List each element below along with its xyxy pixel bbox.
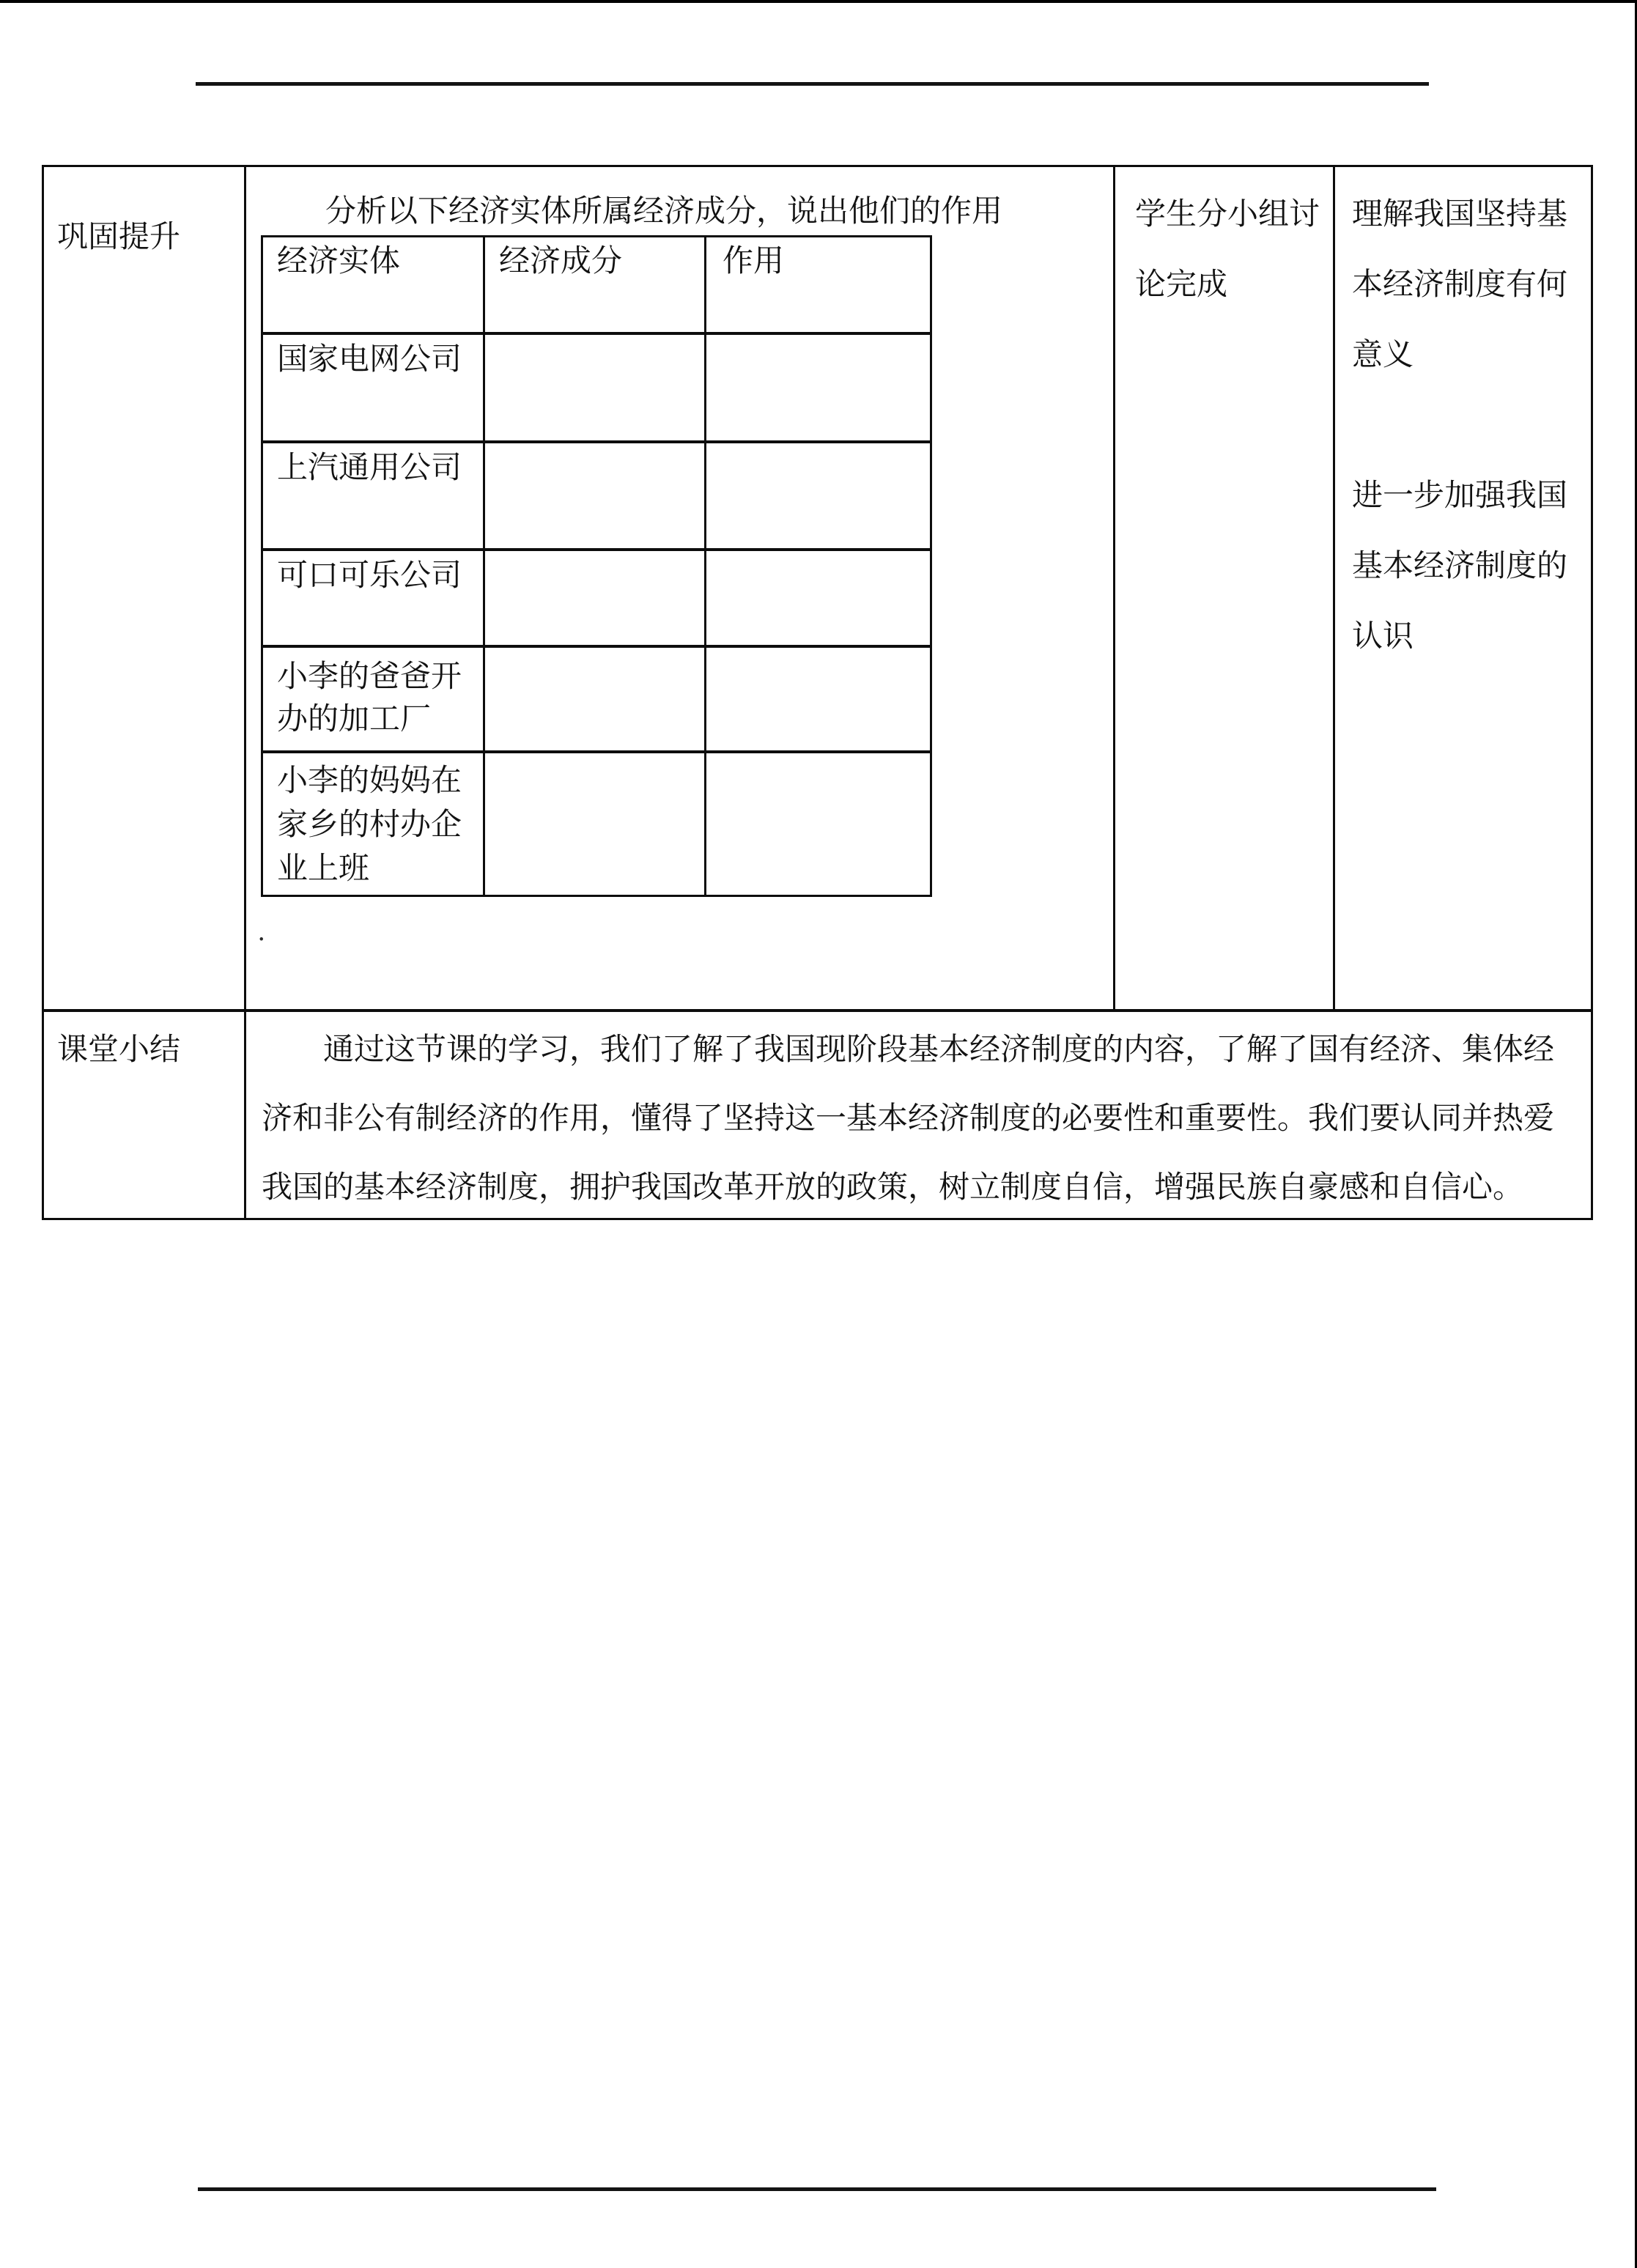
method-text: 论完成 — [1135, 268, 1228, 302]
column-header-text: 经济成分 — [499, 245, 623, 278]
lesson-table-divider-row — [44, 1009, 1591, 1012]
worksheet-header-role — [723, 240, 784, 283]
summary-line: 济和非公有制经济的作用，懂得了坚持这一基本经济制度的必要性和重要性。我们要认同并热爱 — [262, 1102, 1555, 1136]
worksheet-row-entity-3 — [277, 555, 462, 597]
lesson-table-divider-col2 — [1113, 167, 1115, 1011]
footer-rule — [198, 2187, 1436, 2191]
method-cell — [1135, 180, 1320, 320]
entity-text: 小李的妈妈在 — [277, 764, 462, 798]
objective-text: 本经济制度有何 — [1352, 268, 1568, 302]
entity-text: 业上班 — [277, 852, 370, 886]
row-label-text: 课堂小结 — [57, 1033, 181, 1067]
entity-text: 小李的爸爸开 — [277, 660, 462, 694]
lesson-table-divider-col1 — [244, 167, 246, 1218]
summary-line: 通过这节课的学习，我们了解了我国现阶段基本经济制度的内容，了解了国有经济、集体经 — [323, 1033, 1555, 1067]
objective-text: 理解我国坚持基 — [1352, 198, 1568, 232]
objective-text: 基本经济制度的 — [1352, 550, 1568, 583]
objective-cell — [1352, 180, 1567, 672]
lesson-table-divider-col3 — [1333, 167, 1335, 1011]
column-header-text: 作用 — [723, 245, 785, 278]
worksheet-divider-row4 — [263, 750, 930, 753]
activity-prompt-text: 分析以下经济实体所属经济成分，说出他们的作用 — [325, 195, 1003, 229]
row-label-consolidation — [57, 202, 180, 273]
worksheet-row-entity-1 — [277, 339, 462, 381]
stray-period-mark: . — [258, 916, 265, 947]
summary-paragraph — [262, 1016, 1554, 1222]
entity-text: 上汽通用公司 — [277, 451, 462, 485]
entity-text: 家乡的村办企 — [277, 808, 462, 842]
worksheet-row-entity-2 — [277, 447, 462, 490]
worksheet-divider-header — [263, 332, 930, 335]
summary-line: 我国的基本经济制度，拥护我国改革开放的政策，树立制度自信，增强民族自豪感和自信心。 — [262, 1171, 1524, 1205]
worksheet-divider-row1 — [263, 440, 930, 443]
row-label-text: 巩固提升 — [57, 221, 181, 254]
worksheet-divider-row3 — [263, 645, 930, 648]
worksheet-divider-col2 — [704, 237, 706, 895]
worksheet-divider-row2 — [263, 548, 930, 551]
worksheet-divider-col1 — [483, 237, 485, 895]
worksheet-header-component — [499, 240, 622, 283]
entity-text: 可口可乐公司 — [277, 559, 462, 593]
entity-text: 办的加工厂 — [277, 703, 432, 736]
worksheet-row-entity-4 — [277, 656, 462, 741]
objective-blank-line — [1352, 391, 1567, 461]
objective-text: 意义 — [1352, 339, 1414, 372]
column-header-text: 经济实体 — [277, 245, 401, 278]
objective-text: 认识 — [1352, 620, 1414, 654]
entity-text: 国家电网公司 — [277, 343, 462, 377]
method-text: 学生分小组讨 — [1135, 198, 1320, 232]
worksheet-row-entity-5 — [277, 759, 462, 891]
scan-edge-top — [0, 0, 1637, 3]
objective-text: 进一步加强我国 — [1352, 479, 1568, 513]
worksheet-header-entity — [277, 240, 400, 283]
header-rule — [196, 82, 1429, 86]
row-label-summary — [57, 1016, 180, 1085]
